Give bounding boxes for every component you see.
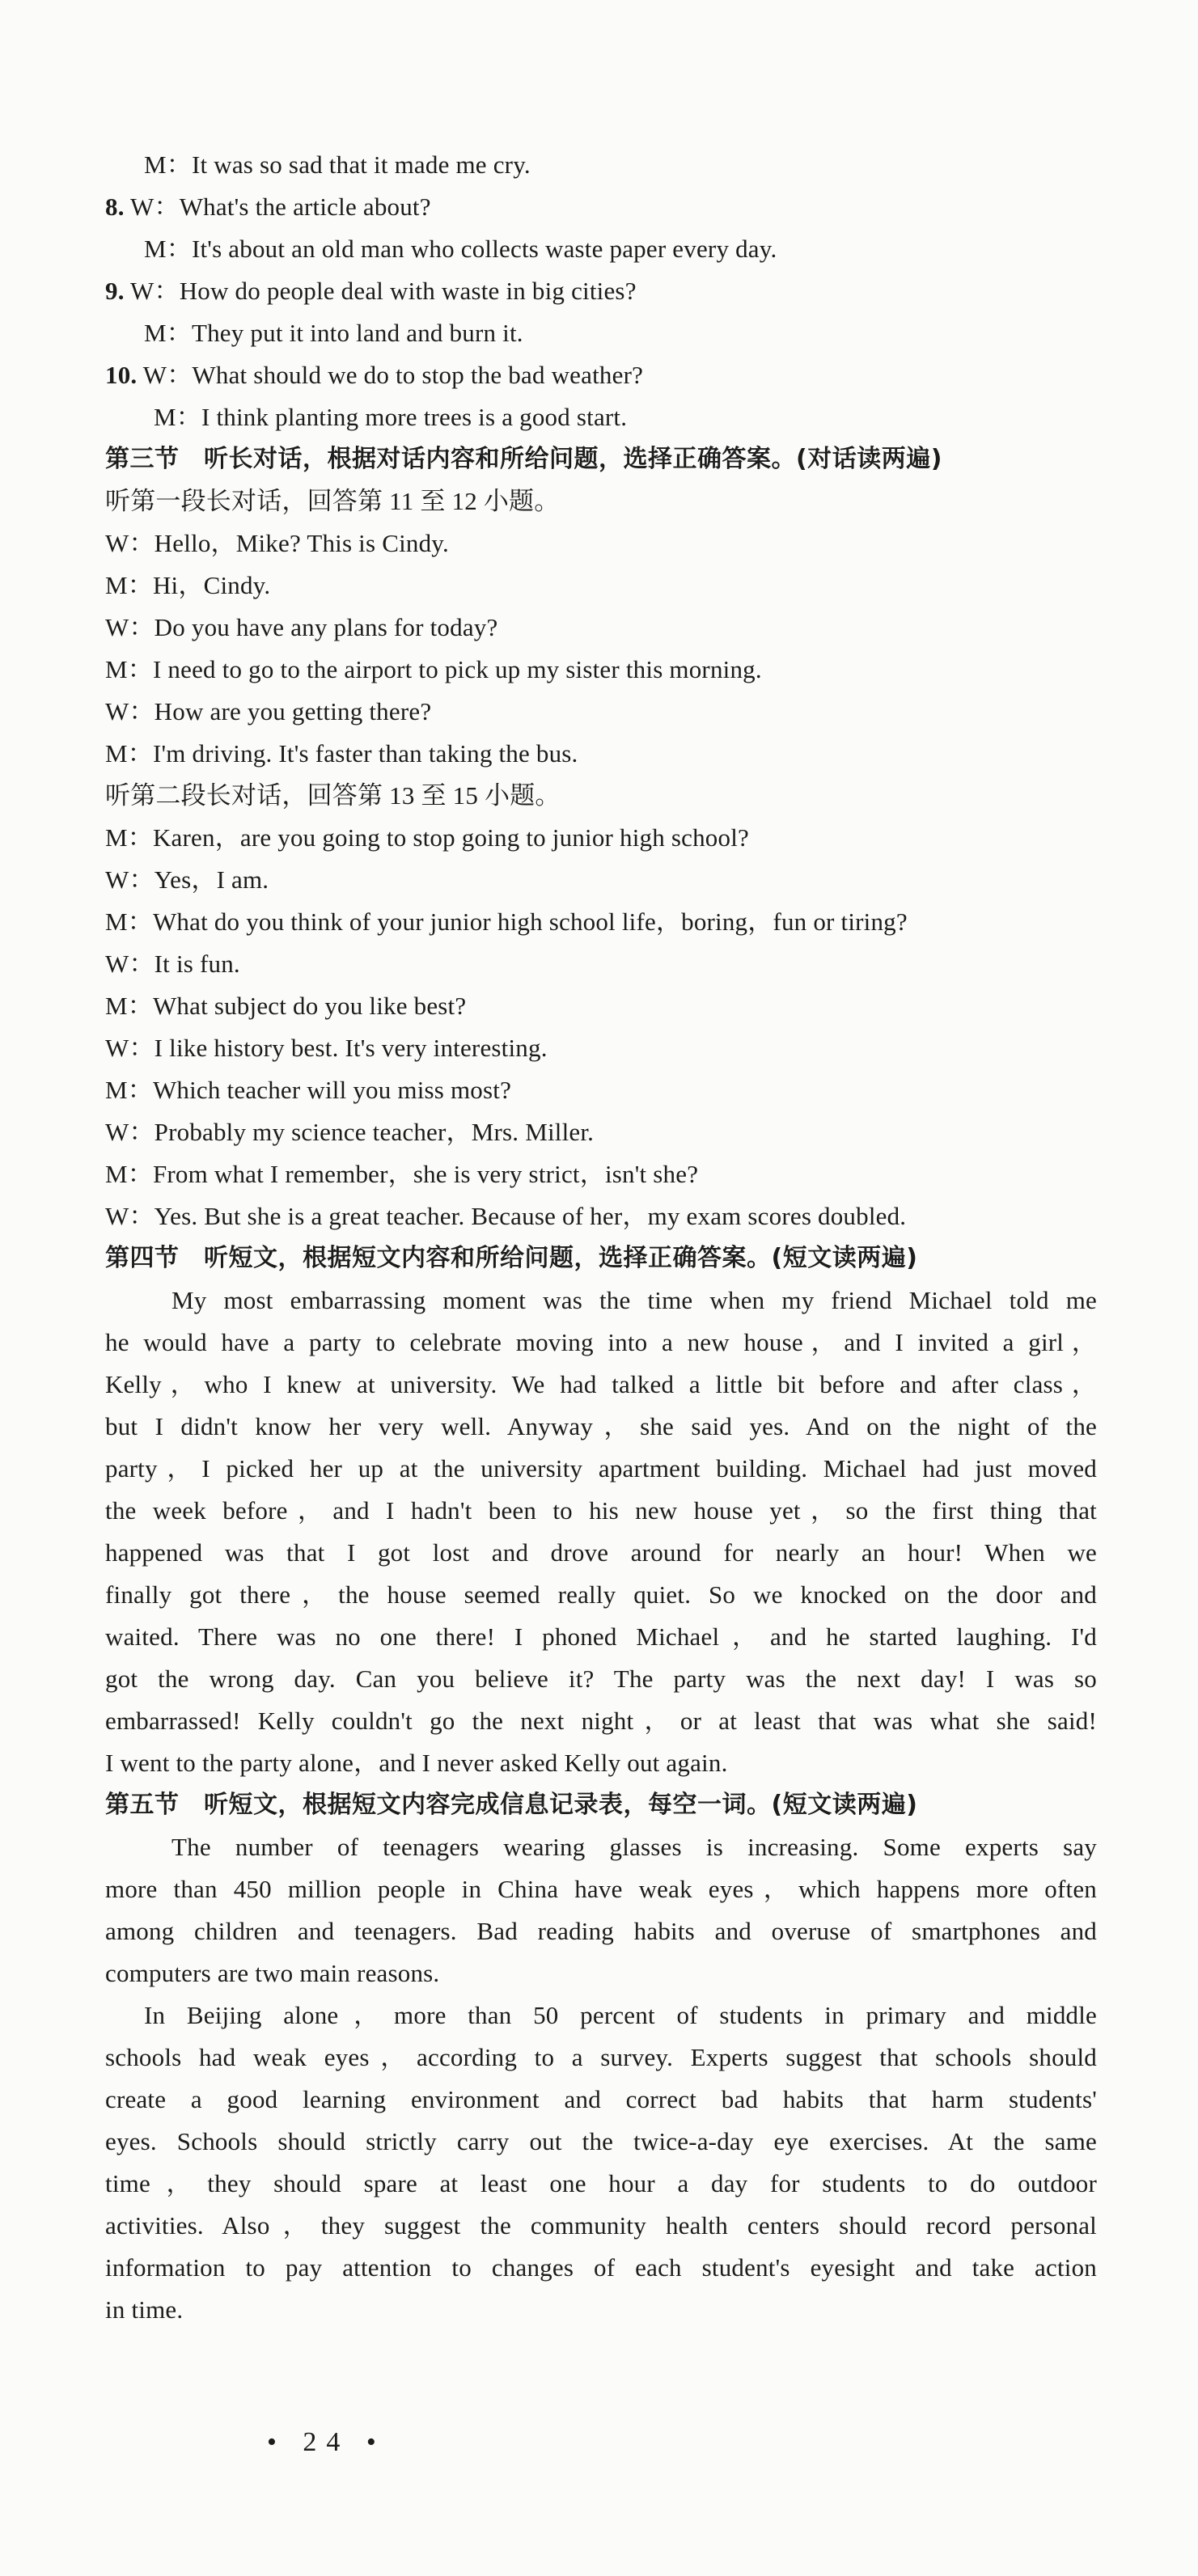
passage-line: finally got there，the house seemed really quiet. So we knocked on the door and: [105, 1580, 1097, 1609]
dialogue-line: M：It's about an old man who collects waste paper every day.: [144, 235, 777, 263]
passage-line: I went to the party alone，and I never asked Kelly out again.: [105, 1749, 728, 1777]
dialogue-line: M：I think planting more trees is a good start.: [154, 403, 628, 431]
speaker-label: M: [144, 150, 167, 179]
section-4-heading: 第四节 听短文，根据短文内容和所给问题，选择正确答案。(短文读两遍): [105, 1244, 918, 1272]
speaker-label: W: [130, 192, 155, 221]
dialogue-line: M：From what I remember，she is very strict，isn't she?: [105, 1160, 699, 1188]
passage-line: among children and teenagers. Bad reading habits and overuse of smartphones and: [105, 1917, 1097, 1945]
passage-line: In Beijing alone，more than 50 percent of students in primary and middle: [144, 2001, 1097, 2029]
dialogue-line: M：Hi，Cindy.: [105, 571, 271, 599]
dialogue-line: W：How are you getting there?: [105, 697, 432, 725]
dialogue-line: M：They put it into land and burn it.: [144, 319, 523, 347]
dialogue-line: M：I need to go to the airport to pick up my sister this morning.: [105, 655, 762, 683]
dialogue-line: W：Yes. But she is a great teacher. Because of her，my exam scores doubled.: [105, 1202, 907, 1230]
speaker-label: M: [144, 235, 167, 263]
passage-line: schools had weak eyes，according to a survey. Experts suggest that schools should: [105, 2043, 1097, 2071]
section-3-heading: 第三节 听长对话，根据对话内容和所给问题，选择正确答案。(对话读两遍): [105, 445, 942, 473]
passage-line: waited. There was no one there! I phoned Michael，and he started laughing. I'd: [105, 1622, 1097, 1651]
dialogue-line: W：Hello，Mike? This is Cindy.: [105, 529, 449, 557]
passage-line: time，they should spare at least one hour a day for students to do outdoor: [105, 2169, 1097, 2197]
question-number: 9.: [105, 277, 125, 305]
dialogue-line: M：I'm driving. It's faster than taking the bus.: [105, 739, 578, 768]
passage-line: Kelly，who I knew at university. We had talked a little bit before and after class，: [105, 1370, 1097, 1398]
passage-line: computers are two main reasons.: [105, 1959, 440, 1987]
passage-line: create a good learning environment and correct bad habits that harm students': [105, 2085, 1097, 2113]
dialogue-text: I think planting more trees is a good start.: [201, 403, 628, 431]
passage-line: but I didn't know her very well. Anyway，she said yes. And on the night of the: [105, 1412, 1097, 1440]
section-5-heading: 第五节 听短文，根据短文内容完成信息记录表，每空一词。(短文读两遍): [105, 1791, 918, 1819]
passage-line: My most embarrassing moment was the time when my friend Michael told me: [171, 1286, 1097, 1314]
passage-line: he would have a party to celebrate moving into a new house，and I invited a girl，: [105, 1328, 1097, 1356]
section-3-intro-1: 听第一段长对话，回答第 11 至 12 小题。: [105, 487, 560, 515]
speaker-label: W: [130, 277, 155, 305]
dialogue-line: M：Which teacher will you miss most?: [105, 1076, 512, 1104]
passage-line: eyes. Schools should strictly carry out the twice-a-day eye exercises. At the same: [105, 2127, 1097, 2155]
passage-line: activities. Also，they suggest the community health centers should record personal: [105, 2211, 1097, 2240]
dialogue-text: What's the article about?: [179, 192, 431, 221]
dialogue-line: W：I like history best. It's very interesting.: [105, 1034, 548, 1062]
dialogue-line: W：Do you have any plans for today?: [105, 613, 498, 641]
dialogue-line: W：Yes，I am.: [105, 865, 269, 894]
dialogue-line: W：It is fun.: [105, 950, 240, 978]
question-number: 8.: [105, 192, 125, 221]
dialogue-line: M：Karen，are you going to stop going to junior high school?: [105, 823, 749, 852]
passage-line: the week before，and I hadn't been to his new house yet，so the first thing that: [105, 1496, 1097, 1525]
dialogue-line: 8. W：What's the article about?: [105, 192, 431, 221]
passage-line: happened was that I got lost and drove around for nearly an hour! When we: [105, 1538, 1097, 1567]
passage-line: more than 450 million people in China have weak eyes，which happens more often: [105, 1875, 1097, 1903]
dialogue-line: W：Probably my science teacher，Mrs. Miller.: [105, 1118, 595, 1146]
speaker-label: W: [142, 361, 167, 389]
dialogue-text: It was so sad that it made me cry.: [191, 150, 531, 179]
question-number: 10.: [105, 361, 138, 389]
passage-line: party，I picked her up at the university apartment building. Michael had just moved: [105, 1454, 1097, 1483]
passage-line: embarrassed! Kelly couldn't go the next night，or at least that was what she said!: [105, 1707, 1097, 1735]
speaker-label: M: [154, 403, 176, 431]
passage-line: The number of teenagers wearing glasses is increasing. Some experts say: [171, 1833, 1097, 1861]
dialogue-line: M：It was so sad that it made me cry.: [144, 150, 531, 179]
dialogue-text: It's about an old man who collects waste paper every day.: [191, 235, 777, 263]
passage-line: got the wrong day. Can you believe it? The party was the next day! I was so: [105, 1664, 1097, 1693]
dialogue-text: How do people deal with waste in big cities?: [179, 277, 637, 305]
section-3-intro-2: 听第二段长对话，回答第 13 至 15 小题。: [105, 781, 561, 810]
dialogue-line: 10. W：What should we do to stop the bad weather?: [105, 361, 644, 389]
page-number: • 24 •: [267, 2427, 386, 2457]
dialogue-text: What should we do to stop the bad weather?: [192, 361, 644, 389]
dialogue-line: M：What subject do you like best?: [105, 992, 467, 1020]
passage-line: information to pay attention to changes of each student's eyesight and take action: [105, 2253, 1097, 2282]
dialogue-line: M：What do you think of your junior high school life，boring，fun or tiring?: [105, 907, 908, 936]
speaker-label: M: [144, 319, 167, 347]
dialogue-text: They put it into land and burn it.: [191, 319, 523, 347]
passage-line: in time.: [105, 2295, 184, 2324]
dialogue-line: 9. W：How do people deal with waste in big cities?: [105, 277, 637, 305]
